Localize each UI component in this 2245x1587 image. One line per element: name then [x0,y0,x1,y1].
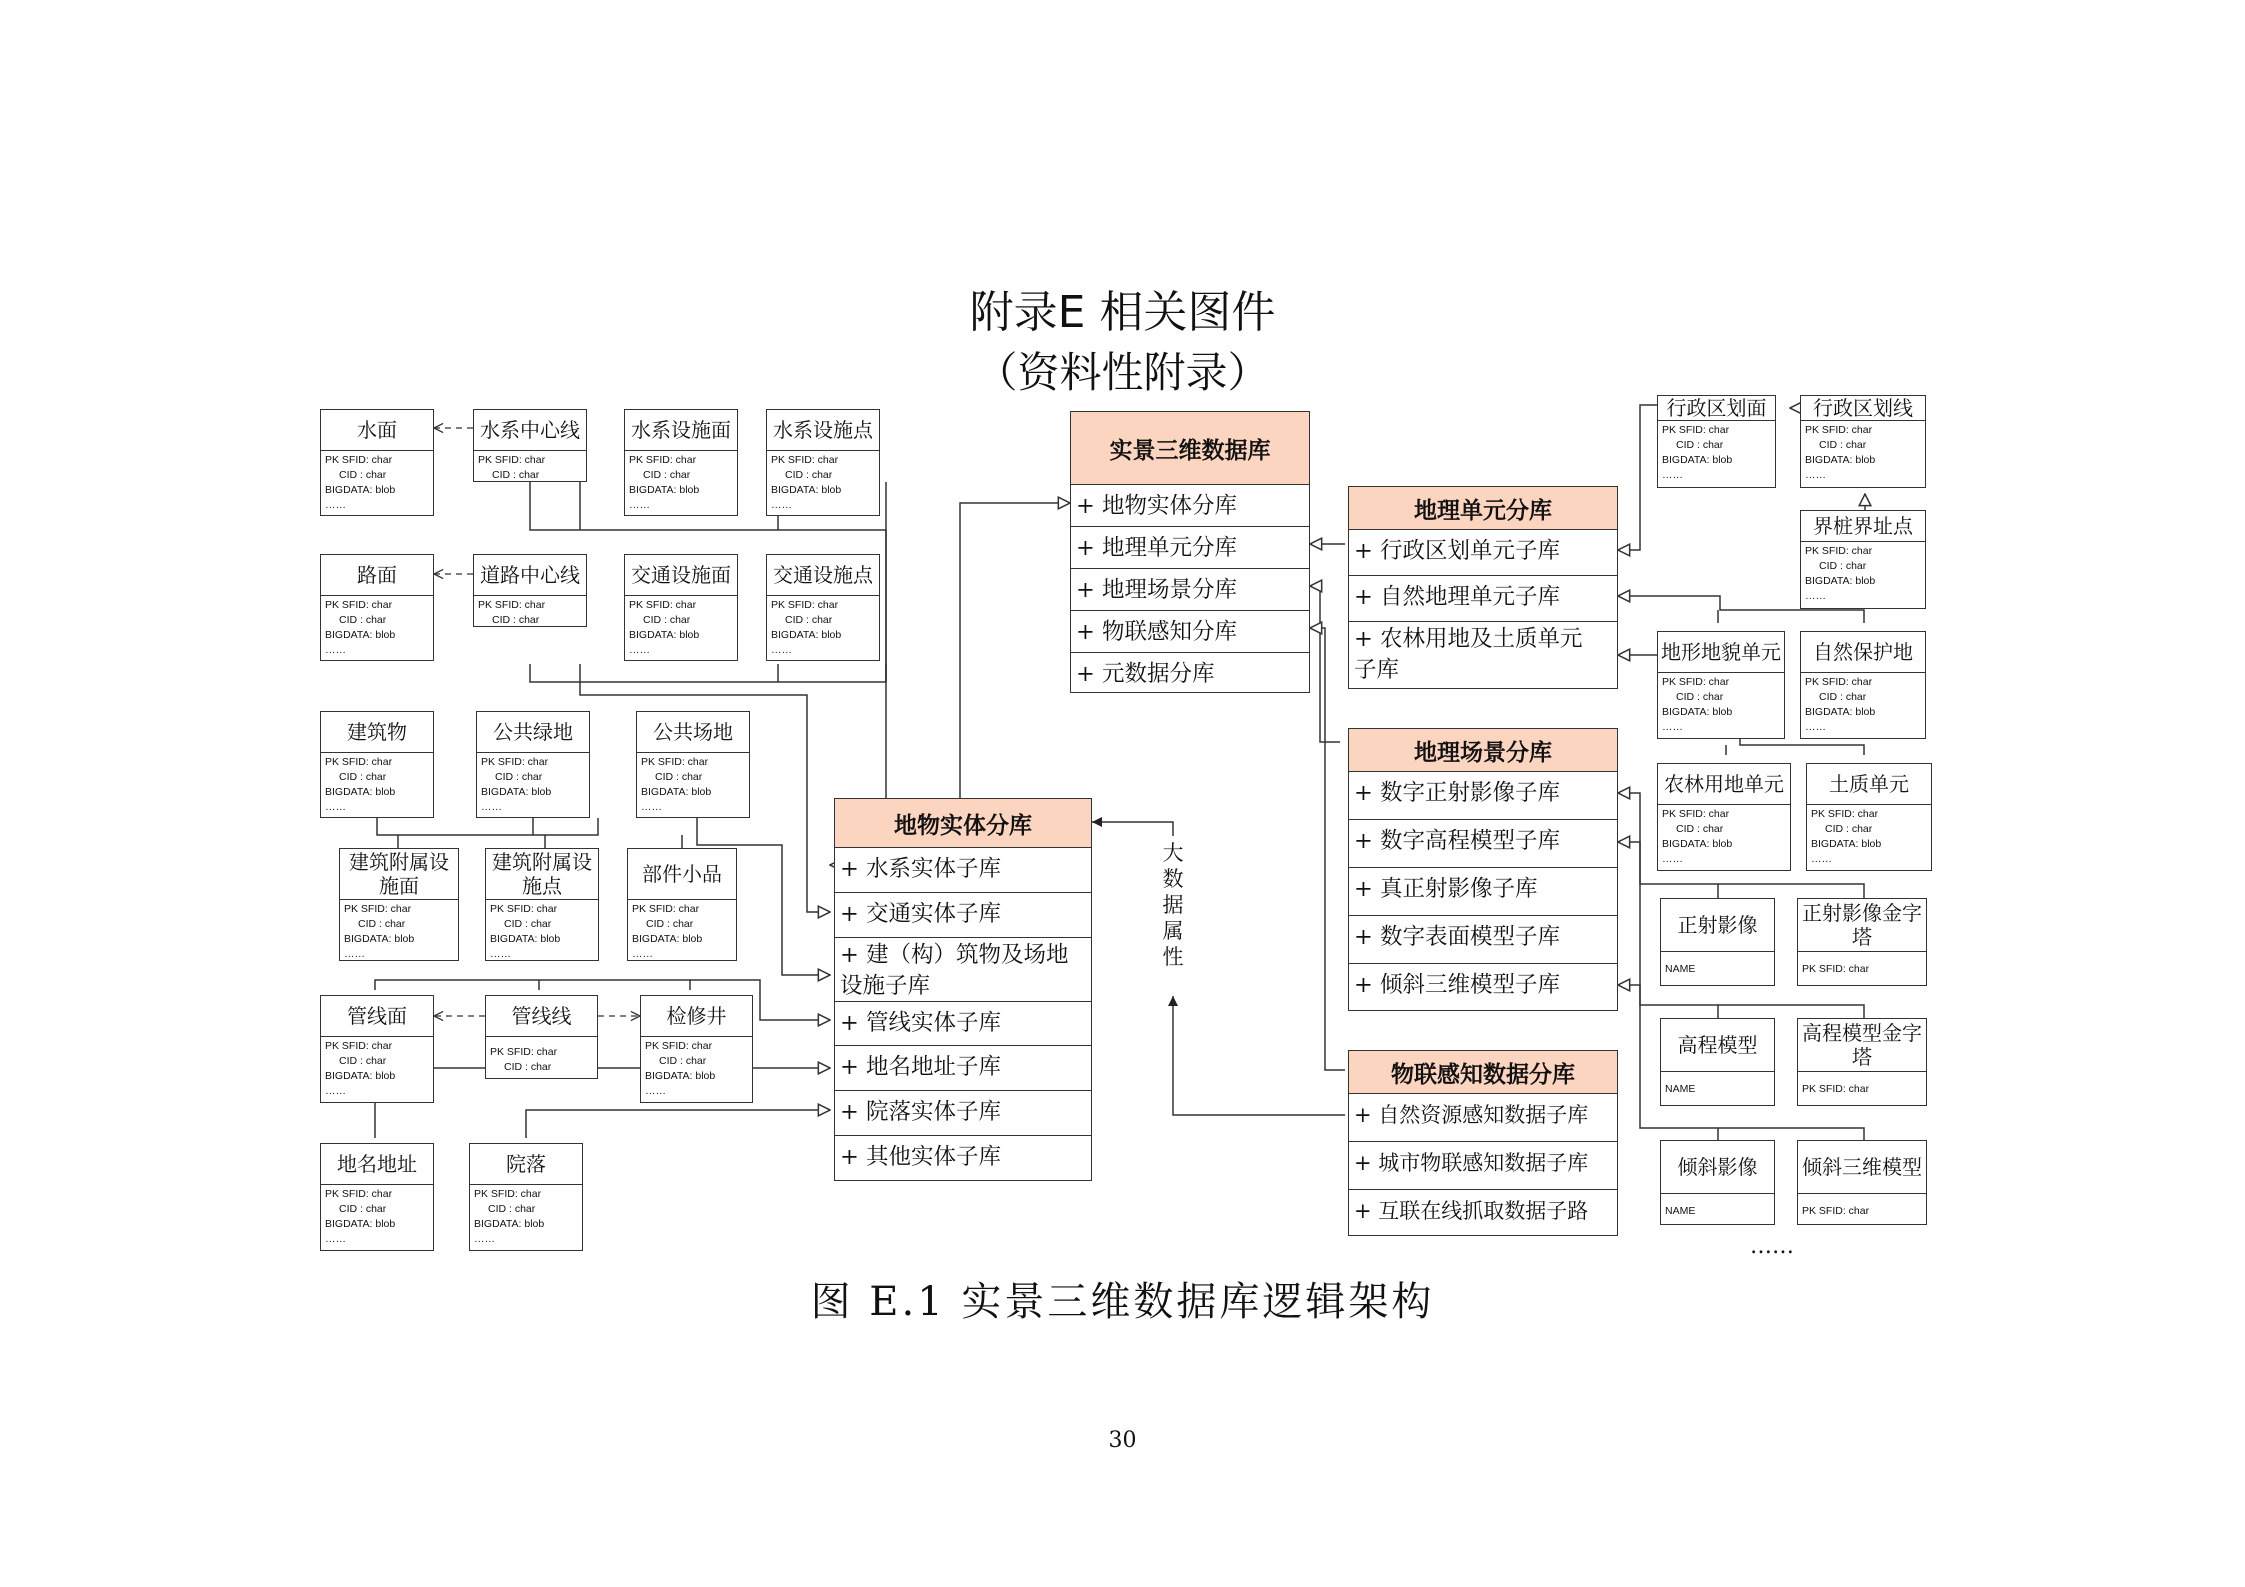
entity-terrain-unit: 地形地貌单元 PK SFID: char CID : char BIGDATA: blob …… [1657,631,1785,739]
more-ellipsis: …… [1750,1234,1794,1259]
entity-traffic-facility-area: 交通设施面 PK SFID: char CID : char BIGDATA: blob …… [624,554,738,661]
db-entity: 地物实体分库 + 水系实体子库 + 交通实体子库 + 建（构）筑物及场地设施子库 + 管线实体子库 + 地名地址子库 + 院落实体子库 + 其他实体子库 [834,798,1092,1181]
courtyard-to-entity-line [526,1110,830,1138]
db-iot: 物联感知数据分库 + 自然资源感知数据子库 + 城市物联感知数据子库 + 互联在线抓取数据子路 [1348,1050,1618,1236]
building-group-line [377,818,697,835]
oblique-model-line [1718,1128,1864,1140]
entity-soil-unit: 土质单元 PK SFID: char CID : char BIGDATA: blob …… [1806,763,1932,871]
db-geo-unit: 地理单元分库 + 行政区划单元子库 + 自然地理单元子库 + 农林用地及土质单元子库 [1348,486,1618,689]
entity-ortho-pyramid: 正射影像金字塔 PK SFID: char [1797,898,1927,986]
entity-water-centerline: 水系中心线 PK SFID: char CID : char [473,409,587,482]
entity-oblique-image: 倾斜影像 NAME [1660,1140,1775,1225]
entity-to-main-line [960,503,1070,798]
entity-admin-line: 行政区划线 PK SFID: char CID : char BIGDATA: blob …… [1800,395,1926,488]
dem-pyramid-line [1718,1005,1864,1018]
entity-building-attached-area: 建筑附属设施面 PK SFID: char CID : char BIGDATA: blob …… [339,848,459,961]
entity-boundary-marker: 界桩界址点 PK SFID: char CID : char BIGDATA: blob …… [1800,510,1926,609]
pipeline-group-line [375,980,690,990]
ortho-pyramid-line [1718,884,1864,898]
figure-caption: 图 E.1 实景三维数据库逻辑架构 [810,1279,1435,1325]
entity-elevation-pyramid: 高程模型金字塔 PK SFID: char [1797,1018,1927,1106]
entity-nature-reserve: 自然保护地 PK SFID: char CID : char BIGDATA: blob …… [1800,631,1926,739]
entity-elevation-model: 高程模型 NAME [1660,1018,1775,1106]
entity-ortho-image: 正射影像 NAME [1660,898,1775,986]
entity-public-site: 公共场地 PK SFID: char CID : char BIGDATA: blob …… [636,711,750,818]
entity-water-facility-point: 水系设施点 PK SFID: char CID : char BIGDATA: blob …… [766,409,880,516]
db-main: 实景三维数据库 + 地物实体分库 + 地理单元分库 + 地理场景分库 + 物联感知分库 + 元数据分库 [1070,411,1310,693]
placename-to-entity-line [375,1068,830,1138]
entity-farmland-unit: 农林用地单元 PK SFID: char CID : char BIGDATA: blob …… [1657,763,1791,871]
entity-water-facility-area: 水系设施面 PK SFID: char CID : char BIGDATA: blob …… [624,409,738,516]
entity-oblique-model: 倾斜三维模型 PK SFID: char [1797,1140,1927,1225]
entity-water-surface: 水面 PK SFID: char CID : char BIGDATA: blob …… [320,409,434,516]
page-subtitle: （资料性附录） [975,348,1270,397]
entity-place-name: 地名地址 PK SFID: char CID : char BIGDATA: blob …… [320,1143,434,1251]
entity-pipeline-area: 管线面 PK SFID: char CID : char BIGDATA: blob …… [320,995,434,1103]
bigdata-arrow-line [1173,996,1345,1115]
entity-road-centerline: 道路中心线 PK SFID: char CID : char [473,554,587,627]
entity-building-attached-point: 建筑附属设施点 PK SFID: char CID : char BIGDATA: blob …… [485,848,599,961]
entity-pipeline-line: 管线线 PK SFID: char CID : char [485,995,598,1079]
page-number: 30 [1108,1428,1137,1453]
building-sub-line [398,835,682,848]
entity-courtyard: 院落 PK SFID: char CID : char BIGDATA: blob …… [469,1143,583,1251]
entity-manhole: 检修井 PK SFID: char CID : char BIGDATA: blob …… [640,995,753,1103]
entity-traffic-facility-point: 交通设施点 PK SFID: char CID : char BIGDATA: blob …… [766,554,880,661]
entity-building: 建筑物 PK SFID: char CID : char BIGDATA: blob …… [320,711,434,818]
traffic-group-line [530,664,886,682]
iot-to-main-line [1310,628,1345,1070]
entity-public-green: 公共绿地 PK SFID: char CID : char BIGDATA: blob …… [476,711,590,818]
entity-road-surface: 路面 PK SFID: char CID : char BIGDATA: blob …… [320,554,434,661]
bigdata-to-entity-line [1092,822,1173,836]
bigdata-property-label: 大数据属性 [1162,841,1184,969]
db-geo-scene: 地理场景分库 + 数字正射影像子库 + 数字高程模型子库 + 真正射影像子库 + 数字表面模型子库 + 倾斜三维模型子库 [1348,728,1618,1011]
entity-admin-area: 行政区划面 PK SFID: char CID : char BIGDATA: blob …… [1657,395,1776,488]
page-title: 附录E 相关图件 [969,287,1276,338]
admin-to-unit-line [1618,405,1657,550]
entity-component: 部件小品 PK SFID: char CID : char BIGDATA: blob …… [627,848,737,961]
